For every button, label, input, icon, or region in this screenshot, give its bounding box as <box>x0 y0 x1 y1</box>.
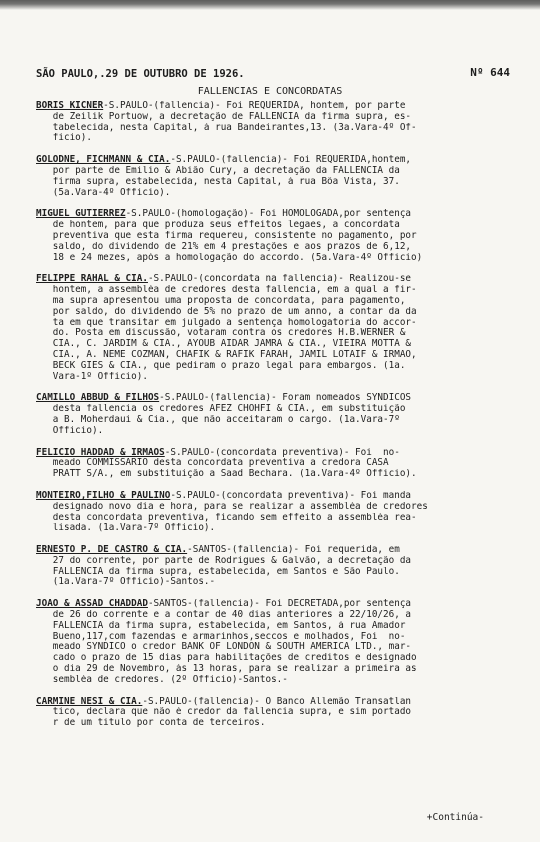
entry-line <box>36 274 536 285</box>
entry-line: FALLENCIA da firma supra, estabelecida, em Santos e São Paulo. <box>36 566 400 577</box>
header <box>36 68 520 82</box>
entries-list <box>36 101 536 740</box>
entry-name: GOLODNE, FICHMANN & CIA. <box>36 155 171 166</box>
entry-line: r de um titulo por conta de terceiros. <box>36 718 266 729</box>
entry-text: -SANTOS-(fallencia)- Foi requerida, em <box>187 545 400 556</box>
entry-line: hontem, a assembléa de credores desta fallencia, em a qual a fir- <box>36 285 417 296</box>
entry-line <box>36 393 536 404</box>
entry-line: cado o prazo de 15 dias para habilitações de creditos e designado <box>36 653 417 664</box>
entry-line: de Zeilik Portuow, a decretação de FALLENCIA da firma supra, es- <box>36 111 412 122</box>
entry-line: firma supra, estabelecida, nesta Capital, á rua Bôa Vista, 37. <box>36 176 400 187</box>
entry-block <box>36 274 536 382</box>
entry-line <box>36 599 536 610</box>
entry-line <box>36 155 536 166</box>
entry-line: (5a.Vara-4º Officio). <box>36 187 171 198</box>
entry-line: o dia 29 de Novembro, ás 13 horas, para se realizar a primeira as <box>36 664 417 675</box>
entry-name: CAMILLO ABBUD & FILHOS <box>36 393 160 404</box>
entry-line: PRATT S/A., em substituição a Saad Bechara. (1a.Vara-4º Officio). <box>36 469 417 480</box>
entry-text: -S.PAULO-(fallencia)- Foram nomeados SYNDICOS <box>159 393 412 404</box>
entry-block <box>36 599 536 685</box>
entry-line: Officio). <box>36 425 104 436</box>
entry-name: MONTEIRO,FILHO & PAULINO <box>36 490 171 501</box>
entry-line: 18 e 24 mezes, após a homologação do accordo. (5a.Vara-4º Officio) <box>36 252 423 263</box>
entry-line: lisada. (1a.Vara-7º Officio). <box>36 523 216 534</box>
document-number: Nº 644 <box>470 66 510 79</box>
entry-text: -S.PAULO-(concordata preventiva)- Foi no- <box>164 447 400 458</box>
entry-line: desta fallencia os credores AFEZ CHOHFI & CIA., em substituição <box>36 404 406 415</box>
entry-line <box>36 491 536 502</box>
entry-line: Vara-1º Officio). <box>36 371 148 382</box>
entry-text: -S.PAULO-(fallencia)- Foi REQUERIDA, hontem, por parte <box>103 101 406 111</box>
entry-name: BORIS KICNER <box>36 101 104 111</box>
entry-line: Bueno,117,com fazendas e armarinhos,seccos e molhados, Foi no- <box>36 631 406 642</box>
continua-note: +Continúa- <box>426 812 484 823</box>
entry-block <box>36 393 536 436</box>
entry-line <box>36 448 536 459</box>
header-date: SÃO PAULO,.29 DE OUTUBRO DE 1926. <box>36 68 245 80</box>
section-title: FALLENCIAS E CONCORDATAS <box>197 86 343 97</box>
entry-block <box>36 697 536 729</box>
entry-block <box>36 101 536 144</box>
entry-block <box>36 155 536 198</box>
entry-line: tabelecida, nesta Capital, á rua Bandeirantes,13. (3a.Vara-4º Of- <box>36 122 417 133</box>
entry-line: saldo, do dividendo de 21% em 4 prestações e aos prazos de 6,12, <box>36 241 412 252</box>
entry-line: CIA., A. NEME COZMAN, CHAFIK & RAFIK FARAH, JAMIL LOTAIF & IRMÃO, <box>36 349 417 360</box>
entry-text: -SANTOS-(fallencia)- Foi DECRETADA,por sentença <box>147 599 412 610</box>
entry-line: sembléa de credores. (2º Officio)-Santos.- <box>36 674 288 685</box>
entry-line <box>36 545 536 556</box>
entry-line: CIA., C. JARDIM & CIA., AYOUB AIDAR JAMRA & CIA., VIEIRA MOTTA & <box>36 339 412 350</box>
entry-name: CARMINE NESI & CIA. <box>36 696 143 707</box>
entry-line: ma supra apresentou uma proposta de concordata, para pagamento, <box>36 295 406 306</box>
entry-text: -S.PAULO-(concordata preventiva)- Foi manda <box>170 490 412 501</box>
entry-line: (1a.Vara-7º Officio)-Santos.- <box>36 577 216 588</box>
entry-line <box>36 697 536 708</box>
entry-name: FELICIO HADDAD & IRMÃOS <box>36 447 165 458</box>
entry-line: a B. Moherdaui & Cia., que não acceitaram o cargo. (1a.Vara-7º <box>36 414 400 425</box>
entry-text: -S.PAULO-(concordata na fallencia)- Realizou-se <box>147 274 412 285</box>
entry-text: -S.PAULO-(fallencia)- O Banco Allemão Transatlan <box>142 696 412 707</box>
entry-line: FALLENCIA da firma supra, estabelecida, em Santos, á rua Amador <box>36 620 406 631</box>
entry-line: tico, declara que não é credor da fallencia supra, e sim portado <box>36 707 412 718</box>
entry-line: meado COMMISSARIO desta concordata preventiva a credora CASA <box>36 458 389 469</box>
entry-line: preventiva que esta firma requereu, consistente no pagamento, por <box>36 230 417 241</box>
entry-text: -S.PAULO-(homologação)- Foi HOMOLOGADA,por sentença <box>125 209 412 220</box>
entry-block <box>36 209 536 263</box>
entry-name: ERNESTO P. DE CASTRO & CIA. <box>36 545 188 556</box>
entry-text: -S.PAULO-(fallencia)- Foi REQUERIDA,hontem, <box>170 155 412 166</box>
entry-line: meado SYNDICO o credor BANK OF LONDON & SOUTH AMERICA LTD., mar- <box>36 642 412 653</box>
entry-block <box>36 491 536 534</box>
entry-block <box>36 545 536 588</box>
entry-line: do. Posta em discussão, votaram contra os credores H.B.WERNER & <box>36 328 406 339</box>
entry-name: JOÃO & ASSAD CHADDAD <box>36 599 148 610</box>
entry-line: designado novo dia e hora, para se realizar a assembléa de credores <box>36 501 428 512</box>
entry-line: 27 do corrente, por parte de Rodrigues & Galvão, a decretação da <box>36 555 412 566</box>
entry-line: BECK GIES & CIA., que pediram o prazo legal para embargos. (1a. <box>36 360 406 371</box>
entry-line: ta em que transitar em julgado a sentença homologatoria do accor- <box>36 317 417 328</box>
entry-name: MIGUEL GUTIERREZ <box>36 209 126 220</box>
entry-line: de hontem, para que produza seus effeitos legaes, a concordata <box>36 220 400 231</box>
entry-line: por parte de Emilio & Abião Cury, a decretação da FALLENCIA da <box>36 165 400 176</box>
entry-name: FELIPPE RAHAL & CIA. <box>36 274 148 285</box>
entry-line: ficio). <box>36 133 92 144</box>
scan-edge <box>0 0 540 10</box>
entry-line <box>36 101 536 112</box>
entry-line: por saldo, do dividendo de 5% no prazo de um anno, a contar da da <box>36 306 417 317</box>
entry-block <box>36 448 536 480</box>
entry-line <box>36 209 536 220</box>
entry-line: desta concordata preventiva, ficando sem effeito a assembléa rea- <box>36 512 417 523</box>
entry-line: de 26 do corrente e a contar de 40 dias anteriores a 22/10/26, a <box>36 610 412 621</box>
